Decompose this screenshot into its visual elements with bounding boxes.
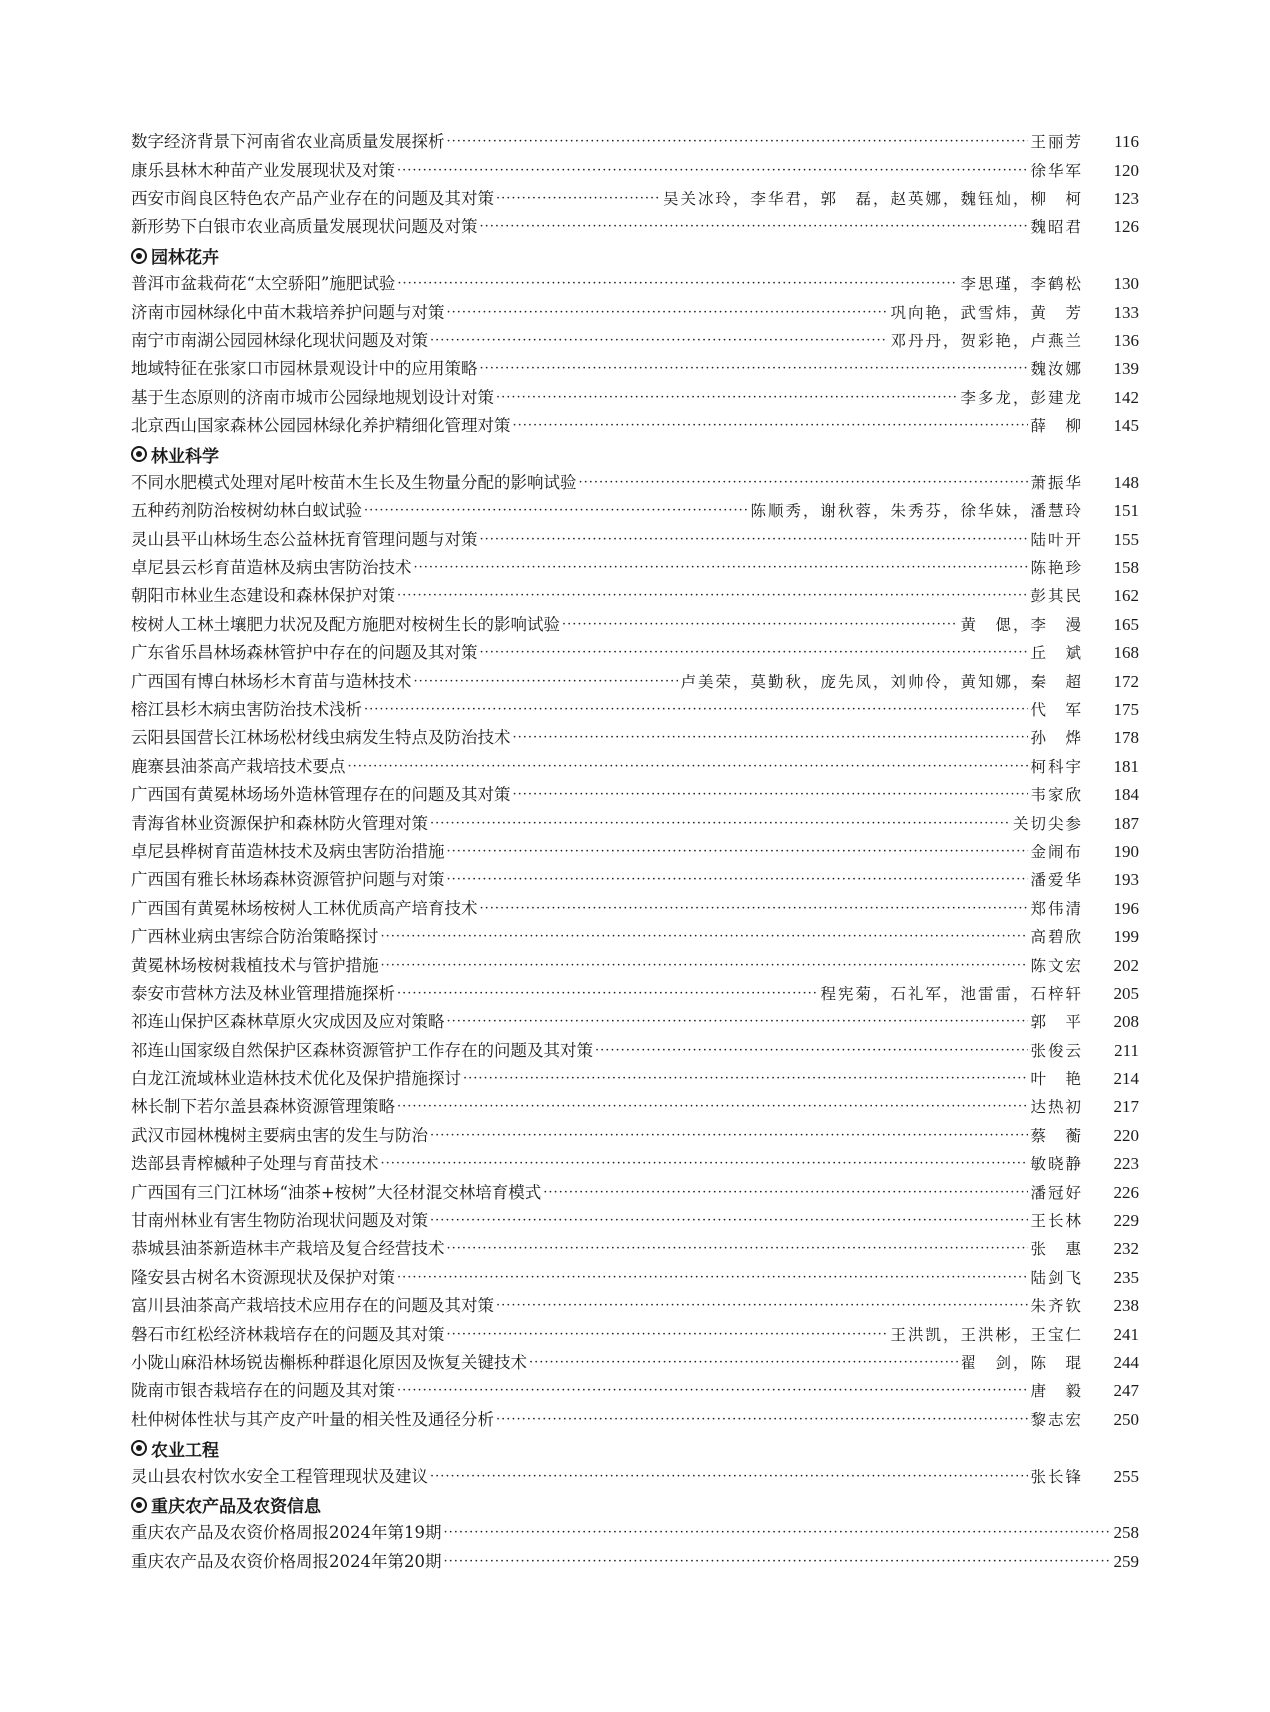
entry-title: 广东省乐昌林场森林管护中存在的问题及其对策 [131,643,478,663]
entry-authors: 陈文宏 [1030,956,1083,975]
entry-authors: 邓丹丹，贺彩艳，卢燕兰 [890,331,1083,350]
entry-authors: 韦家欣 [1030,786,1083,805]
dot-leader [579,469,1029,497]
dot-leader [480,639,1029,667]
toc-entry[interactable] [131,1349,1139,1377]
entry-title: 广西林业病虫害综合防治策略探讨 [131,927,379,947]
entry-authors: 高碧欣 [1030,928,1083,947]
toc-entry[interactable] [131,1065,1139,1093]
toc-entry[interactable] [131,525,1139,553]
entry-page-number: 259 [1113,1551,1139,1571]
entry-authors: 陈顺秀，谢秋蓉，朱秀芬，徐华妹，潘慧玲 [750,502,1083,521]
toc-entry[interactable] [131,667,1139,695]
entry-page-number: 202 [1113,955,1139,975]
entry-authors: 达热初 [1030,1098,1083,1117]
entry-page-number: 217 [1113,1097,1139,1117]
entry-title: 广西国有三门江林场“油茶+桉树”大径材混交林培育模式 [131,1182,542,1202]
entry-authors: 黄 偲，李 漫 [960,615,1083,634]
entry-page-number: 155 [1113,529,1139,549]
toc-entry[interactable] [131,1406,1139,1434]
section-heading [131,1434,1139,1462]
entry-page-number: 223 [1113,1154,1139,1174]
toc-entry[interactable] [131,895,1139,923]
entry-page-number: 126 [1113,217,1139,237]
entry-page-number: 168 [1113,643,1139,663]
entry-page-number: 208 [1113,1012,1139,1032]
entry-page-number: 123 [1113,188,1139,208]
dot-leader [595,1037,1028,1065]
entry-page-number: 199 [1113,927,1139,947]
entry-page-number: 181 [1113,756,1139,776]
toc-entry[interactable] [131,838,1139,866]
entry-title: 桉树人工林土壤肥力状况及配方施肥对桉树生长的影响试验 [131,614,560,634]
entry-title: 杜仲树体性状与其产皮产叶量的相关性及通径分析 [131,1409,494,1429]
entry-page-number: 196 [1113,898,1139,918]
entry-authors: 李思瑾，李鹤松 [960,275,1083,294]
toc-entry[interactable] [131,582,1139,610]
dot-leader [447,299,889,327]
entry-page-number: 172 [1113,671,1139,691]
dot-leader [430,810,1011,838]
toc-entry[interactable] [131,951,1139,979]
entry-page-number: 187 [1113,813,1139,833]
section-heading [131,242,1139,270]
dot-leader [397,1093,1028,1121]
entry-authors: 柯科宇 [1030,757,1083,776]
entry-title: 鹿寨县油茶高产栽培技术要点 [131,756,346,776]
entry-title: 黄冕林场桉树栽植技术与管护措施 [131,955,379,975]
toc-entry[interactable] [131,1320,1139,1348]
toc-entry[interactable] [131,128,1139,156]
dot-leader [364,497,748,525]
dot-leader [447,1235,1029,1263]
dot-leader [364,696,1028,724]
entry-page-number: 158 [1113,558,1139,578]
entry-page-number: 142 [1113,387,1139,407]
toc-entry[interactable] [131,1093,1139,1121]
dot-leader [430,1463,1028,1491]
dot-leader [447,1321,889,1349]
entry-authors: 徐华军 [1030,161,1083,180]
toc-entry[interactable] [131,469,1139,497]
entry-title: 甘南州林业有害生物防治现状问题及对策 [131,1211,428,1231]
entry-authors: 张长锋 [1030,1467,1083,1486]
entry-title: 陇南市银杏栽培存在的问题及其对策 [131,1381,395,1401]
entry-title: 祁连山保护区森林草原火灾成因及应对策略 [131,1012,445,1032]
entry-page-number: 165 [1113,614,1139,634]
toc-entry[interactable] [131,1548,1139,1576]
dot-leader [447,838,1029,866]
entry-authors: 李多龙，彭建龙 [960,388,1083,407]
section-bullet-icon [131,1440,147,1456]
toc-entry[interactable] [131,412,1139,440]
entry-authors: 蔡 蘅 [1030,1126,1083,1145]
entry-authors: 潘冠好 [1030,1183,1083,1202]
entry-title: 数字经济背景下河南省农业高质量发展探析 [131,132,445,152]
toc-entry[interactable] [131,327,1139,355]
entry-page-number: 145 [1113,416,1139,436]
toc-entry[interactable] [131,213,1139,241]
toc-entry[interactable] [131,980,1139,1008]
entry-title: 北京西山国家森林公园园林绿化养护精细化管理对策 [131,416,511,436]
entry-authors: 叶 艳 [1030,1070,1083,1089]
entry-title: 祁连山国家级自然保护区森林资源管护工作存在的问题及其对策 [131,1040,593,1060]
toc-entry[interactable] [131,384,1139,412]
entry-page-number: 133 [1113,302,1139,322]
dot-leader [513,412,1029,440]
entry-page-number: 130 [1113,274,1139,294]
entry-page-number: 214 [1113,1069,1139,1089]
entry-authors: 卢美荣，莫勤秋，庞先凤，刘帅伶，黄知娜，秦 超 [680,672,1083,691]
toc-entry[interactable] [131,1150,1139,1178]
entry-title: 灵山县平山林场生态公益林抚育管理问题与对策 [131,529,478,549]
entry-authors: 代 军 [1030,701,1083,719]
entry-authors: 金闹布 [1030,842,1083,861]
dot-leader [381,1150,1029,1178]
entry-page-number: 136 [1113,330,1139,350]
section-title: 农业工程 [151,1440,219,1461]
entry-page-number: 116 [1114,132,1139,152]
entry-title: 榕江县杉木病虫害防治技术浅析 [131,700,362,719]
toc-entry[interactable] [131,1008,1139,1036]
entry-authors: 孙 烨 [1030,729,1083,748]
toc-entry[interactable] [131,611,1139,639]
toc-entry[interactable] [131,724,1139,752]
section-bullet-icon [131,446,147,462]
entry-page-number: 178 [1113,728,1139,748]
dot-leader [496,1406,1028,1434]
entry-authors: 吴关冰玲，李华君，郭 磊，赵英娜，魏钰灿，柳 柯 [662,189,1083,208]
entry-page-number: 247 [1113,1381,1139,1401]
entry-title: 灵山县农村饮水安全工程管理现状及建议 [131,1466,428,1486]
entry-authors: 朱齐钦 [1030,1297,1083,1316]
entry-title: 恭城县油茶新造林丰产栽培及复合经营技术 [131,1239,445,1259]
entry-page-number: 205 [1113,983,1139,1003]
entry-page-number: 226 [1113,1182,1139,1202]
entry-title: 济南市园林绿化中苗木栽培养护问题与对策 [131,302,445,322]
toc-entry[interactable] [131,1519,1139,1547]
entry-page-number: 139 [1113,359,1139,379]
toc-entry[interactable] [131,1207,1139,1235]
toc-entry[interactable] [131,1122,1139,1150]
entry-page-number: 175 [1113,700,1139,719]
toc-entry[interactable] [131,1377,1139,1405]
entry-title: 白龙江流域林业造林技术优化及保护措施探讨 [131,1069,461,1089]
entry-title: 小陇山麻沿林场锐齿槲栎种群退化原因及恢复关键技术 [131,1352,527,1372]
entry-authors: 萧振华 [1030,473,1083,492]
entry-authors: 张 惠 [1030,1240,1083,1259]
entry-page-number: 162 [1113,586,1139,606]
entry-title: 五种药剂防治桉树幼林白蚁试验 [131,501,362,521]
section-title: 园林花卉 [151,248,219,269]
toc-entry[interactable] [131,1178,1139,1206]
section-title: 林业科学 [151,446,219,467]
dot-leader [447,866,1029,894]
entry-title: 卓尼县云杉育苗造林及病虫害防治技术 [131,558,412,578]
entry-page-number: 229 [1113,1211,1139,1231]
dot-leader [447,128,1029,156]
dot-leader [543,1179,1028,1207]
entry-title: 林长制下若尔盖县森林资源管理策略 [131,1097,395,1117]
dot-leader [430,1122,1028,1150]
entry-authors: 薛 柳 [1030,417,1083,436]
dot-leader [414,554,1029,582]
dot-leader [414,668,679,696]
dot-leader [480,355,1029,383]
dot-leader [381,952,1029,980]
table-of-contents [131,128,1139,1576]
dot-leader [496,1292,1028,1320]
entry-page-number: 232 [1113,1239,1139,1259]
entry-title: 康乐县林木种苗产业发展现状及对策 [131,160,395,180]
entry-authors: 翟 剑，陈 琨 [960,1353,1083,1372]
entry-title: 南宁市南湖公园园林绿化现状问题及对策 [131,330,428,350]
entry-title: 广西国有黄冕林场场外造林管理存在的问题及其对策 [131,785,511,805]
toc-entry[interactable] [131,270,1139,298]
dot-leader [381,923,1029,951]
toc-entry[interactable] [131,1235,1139,1263]
entry-page-number: 250 [1113,1409,1139,1429]
dot-leader [447,1008,1029,1036]
entry-title: 武汉市园林槐树主要病虫害的发生与防治 [131,1125,428,1145]
entry-title: 卓尼县桦树育苗造林技术及病虫害防治措施 [131,841,445,861]
entry-authors: 程宪菊，石礼军，池雷雷，石梓轩 [820,984,1083,1003]
entry-title: 广西国有博白林场杉木育苗与造林技术 [131,671,412,691]
entry-title: 朝阳市林业生态建设和森林保护对策 [131,586,395,606]
entry-title: 重庆农产品及农资价格周报2024年第20期 [131,1551,442,1571]
toc-entry[interactable] [131,866,1139,894]
entry-page-number: 120 [1113,160,1139,180]
toc-entry[interactable] [131,497,1139,525]
entry-page-number: 255 [1113,1466,1139,1486]
toc-entry[interactable] [131,809,1139,837]
entry-title: 泰安市营林方法及林业管理措施探析 [131,983,395,1003]
entry-page-number: 190 [1113,841,1139,861]
toc-entry[interactable] [131,554,1139,582]
entry-title: 广西国有黄冕林场桉树人工林优质高产培育技术 [131,898,478,918]
toc-entry[interactable] [131,1037,1139,1065]
entry-authors: 郑伟清 [1030,899,1083,918]
entry-authors: 郭 平 [1030,1013,1083,1032]
entry-title: 普洱市盆栽荷花“太空骄阳”施肥试验 [131,274,396,294]
toc-entry[interactable] [131,753,1139,781]
dot-leader [397,1377,1028,1405]
entry-page-number: 148 [1113,472,1139,492]
entry-page-number: 241 [1113,1324,1139,1344]
entry-title: 磐石市红松经济林栽培存在的问题及其对策 [131,1324,445,1344]
entry-page-number: 184 [1113,785,1139,805]
dot-leader [430,1207,1028,1235]
entry-authors: 唐 毅 [1030,1382,1083,1401]
entry-page-number: 235 [1113,1267,1139,1287]
entry-authors: 魏汝娜 [1030,360,1083,379]
dot-leader [397,582,1028,610]
entry-title: 基于生态原则的济南市城市公园绿地规划设计对策 [131,387,494,407]
toc-entry[interactable] [131,639,1139,667]
dot-leader [496,384,958,412]
entry-page-number: 220 [1113,1125,1139,1145]
entry-title: 云阳县国营长江林场松材线虫病发生特点及防治技术 [131,728,511,748]
dot-leader [513,724,1029,752]
section-heading [131,1491,1139,1519]
entry-page-number: 151 [1113,501,1139,521]
dot-leader [397,1264,1028,1292]
dot-leader [430,327,888,355]
dot-leader [397,157,1028,185]
dot-leader [562,611,958,639]
entry-authors: 彭其民 [1030,587,1083,606]
entry-title: 重庆农产品及农资价格周报2024年第19期 [131,1523,442,1543]
toc-entry[interactable] [131,1264,1139,1292]
dot-leader [513,781,1029,809]
dot-leader [397,980,818,1008]
entry-authors: 陆剑飞 [1030,1268,1083,1287]
entry-title: 迭部县青榨槭种子处理与育苗技术 [131,1154,379,1174]
section-heading [131,440,1139,468]
entry-title: 西安市阎良区特色农产品产业存在的问题及其对策 [131,188,494,208]
entry-authors: 敏晓静 [1030,1155,1083,1174]
entry-title: 青海省林业资源保护和森林防火管理对策 [131,813,428,833]
toc-entry[interactable] [131,298,1139,326]
entry-authors: 关切尖参 [1012,814,1083,833]
toc-entry[interactable] [131,1292,1139,1320]
entry-page-number: 211 [1114,1040,1139,1060]
entry-authors: 陈艳珍 [1030,559,1083,578]
dot-leader [348,753,1029,781]
section-bullet-icon [131,1497,147,1513]
dot-leader [529,1349,958,1377]
entry-title: 地域特征在张家口市园林景观设计中的应用策略 [131,359,478,379]
entry-authors: 黎志宏 [1030,1410,1083,1429]
entry-authors: 王洪凯，王洪彬，王宝仁 [890,1325,1083,1344]
dot-leader [480,526,1029,554]
dot-leader [480,895,1029,923]
entry-title: 隆安县古树名木资源现状及保护对策 [131,1267,395,1287]
toc-entry[interactable] [131,156,1139,184]
entry-page-number: 238 [1113,1296,1139,1316]
entry-title: 富川县油茶高产栽培技术应用存在的问题及其对策 [131,1296,494,1316]
toc-entry[interactable] [131,355,1139,383]
entry-authors: 潘爱华 [1030,871,1083,890]
entry-authors: 王长林 [1030,1212,1083,1231]
entry-page-number: 258 [1113,1523,1139,1543]
section-bullet-icon [131,248,147,264]
entry-page-number: 193 [1113,870,1139,890]
dot-leader [496,185,661,213]
entry-authors: 丘 斌 [1030,644,1083,663]
section-title: 重庆农产品及农资信息 [151,1497,321,1518]
entry-page-number: 244 [1113,1352,1139,1372]
toc-entry[interactable] [131,781,1139,809]
toc-entry[interactable] [131,923,1139,951]
entry-title: 新形势下白银市农业高质量发展现状问题及对策 [131,217,478,237]
toc-entry[interactable] [131,696,1139,724]
toc-entry[interactable] [131,1462,1139,1490]
entry-authors: 陆叶开 [1030,530,1083,549]
toc-entry[interactable] [131,185,1139,213]
dot-leader [463,1065,1028,1093]
dot-leader [480,213,1029,241]
dot-leader [397,270,958,298]
entry-title: 不同水肥模式处理对尾叶桉苗木生长及生物量分配的影响试验 [131,472,577,492]
entry-authors: 王丽芳 [1030,133,1083,152]
entry-title: 广西国有雅长林场森林资源管护问题与对策 [131,870,445,890]
dot-leader [444,1548,1112,1576]
entry-authors: 巩向艳，武雪炜，黄 芳 [890,303,1083,322]
dot-leader [444,1519,1112,1547]
entry-authors: 魏昭君 [1030,218,1083,237]
entry-authors: 张俊云 [1030,1041,1083,1060]
